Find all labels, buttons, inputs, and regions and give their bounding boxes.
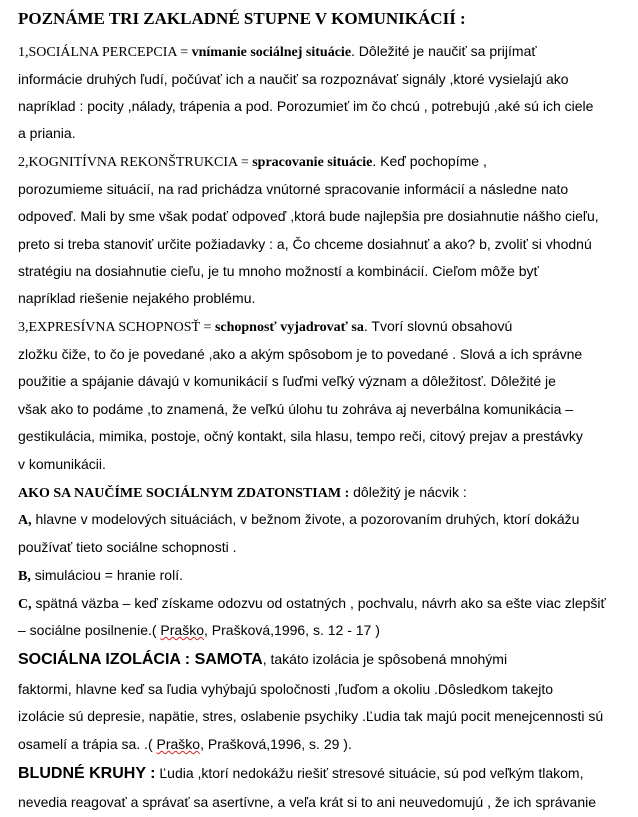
section-2-first-line	[18, 152, 487, 172]
section-6-line-2: nevedia reagovať a správať sa asertívne, a veľa krát si to ani neuvedomujú , že ich správanie	[18, 794, 597, 810]
item-a-line-1	[18, 510, 579, 530]
item-a-text: hlavne v modelových situáciách, v bežnom živote, a pozorovaním druhých, ktorí dokážu	[31, 511, 580, 527]
item-a-label: A,	[18, 513, 32, 528]
section-3-line-3: použitie a spájanie dávajú v komunikácií s ľuďmi veľký význam a dôležitosť. Dôležité je	[18, 373, 556, 389]
section-2-line-4: preto si treba stanoviť určite požiadavky : a, Čo chceme dosiahnuť a ako? b, zvoliť si vhodnú	[18, 236, 592, 252]
section-5-line-3: izolácie sú depresie, napätie, stres, oslabenie psychiky .Ľudia tak majú pocit menejcennosti sú	[18, 708, 604, 724]
citation-author-2: Praško	[156, 736, 201, 752]
item-c-label: C,	[18, 597, 32, 612]
section-3-line-2: zložku čiže, to čo je povedané ,ako a akým spôsobom je to povedané . Slová a ich správne	[18, 346, 583, 362]
item-b-line	[18, 566, 183, 586]
section-2-line-2: porozumieme situácií, na rad prichádza vnútorné spracovanie informácií a následne nato	[18, 181, 569, 197]
section-5-heading: SOCIÁLNA IZOLÁCIA : SAMOTA	[18, 651, 263, 668]
section-3-line-5: gestikulácia, mimika, postoje, očný kontakt, sila hlasu, tempo reči, citový prejav a prestávky	[18, 428, 583, 444]
section-3-heading: 3,EXPRESÍVNA SCHOPNOSŤ =	[18, 320, 215, 335]
section-3-line-6: v komunikácii.	[18, 456, 106, 472]
section-4-first-line	[18, 483, 467, 503]
item-c-line-1	[18, 594, 606, 614]
section-6-heading: BLUDNÉ KRUHY :	[18, 765, 156, 782]
item-c-line-2	[18, 621, 380, 639]
citation-rest: , Prašková,1996, s. 12 - 17 )	[204, 622, 380, 638]
section-1-text: . Dôležité je naučiť sa prijímať	[351, 43, 537, 59]
section-1-line-2: informácie druhých ľudí, počúvať ich a naučiť sa rozpoznávať signály ,ktoré vysielajú ako	[18, 71, 569, 87]
citation-rest-2: , Prašková,1996, s. 29 ).	[200, 736, 352, 752]
section-2-heading: 2,KOGNITÍVNA REKONŠTRUKCIA =	[18, 155, 253, 170]
item-b-text: simuláciou = hranie rolí.	[30, 567, 183, 583]
document-title: POZNÁME TRI ZAKLADNÉ STUPNE V KOMUNIKÁCIÍ :	[18, 9, 466, 28]
section-1-first-line	[18, 42, 537, 62]
section-2-text: . Keď pochopíme ,	[372, 153, 487, 169]
section-4-heading: AKO SA NAUČÍME SOCIÁLNYM ZDATONSTIAM :	[18, 486, 350, 501]
section-3-text: . Tvorí slovnú obsahovú	[363, 318, 513, 334]
section-1-heading: 1,SOCIÁLNA PERCEPCIA =	[18, 45, 192, 60]
section-2-line-3: odpoveď. Mali by sme však podať odpoveď ,ktorá bude najlepšia pre dosiahnutie nášho cieľu,	[18, 208, 599, 224]
section-2-heading-bold: spracovanie situácie	[252, 155, 373, 170]
section-2-line-6: napríklad riešenie nejakého problému.	[18, 290, 256, 306]
section-5-text: , takáto izolácia je spôsobená mnohými	[262, 651, 508, 667]
citation-author: Praško	[160, 622, 204, 638]
item-b-label: B,	[18, 569, 31, 584]
section-3-first-line	[18, 317, 512, 337]
section-1-heading-bold: vnímanie sociálnej situácie	[191, 45, 352, 60]
section-1-line-4: a priania.	[18, 125, 76, 141]
section-2-line-5: stratégiu na dosiahnutie cieľu, je tu mnoho možností a kombinácií. Cieľom môže byť	[18, 263, 539, 279]
section-4-text: dôležitý je nácvik :	[349, 484, 467, 500]
item-a-line-2: používať tieto sociálne schopnosti .	[18, 539, 237, 555]
section-6-first-line	[18, 764, 583, 784]
section-3-heading-bold: schopnosť vyjadrovať sa	[214, 320, 364, 335]
item-c-line-2-text: – sociálne posilnenie.(	[18, 622, 161, 638]
section-5-first-line	[18, 650, 507, 670]
item-c-text: spätná väzba – keď získame odozvu od ostatných , pochvalu, návrh ako sa ešte viac zlepšiť	[31, 595, 606, 611]
section-5-line-4	[18, 735, 352, 753]
section-6-text: Ľudia ,ktorí nedokážu riešiť stresové situácie, sú pod veľkým tlakom,	[155, 765, 584, 781]
section-1-line-3: napríklad : pocity ,nálady, trápenia a pod. Porozumieť im čo chcú , potrebujú ,aké sú ich ciele	[18, 98, 594, 114]
section-5-line-2: faktormi, hlavne keď sa ľudia vyhýbajú spoločnosti ,ľuďom a okoliu .Dôsledkom takejto	[18, 681, 554, 697]
section-3-line-4: však ako to podáme ,to znamená, že veľkú úlohu tu zohráva aj neverbálna komunikácia –	[18, 401, 574, 417]
section-5-line-4-text: osamelí a trápia sa. .(	[18, 736, 157, 752]
